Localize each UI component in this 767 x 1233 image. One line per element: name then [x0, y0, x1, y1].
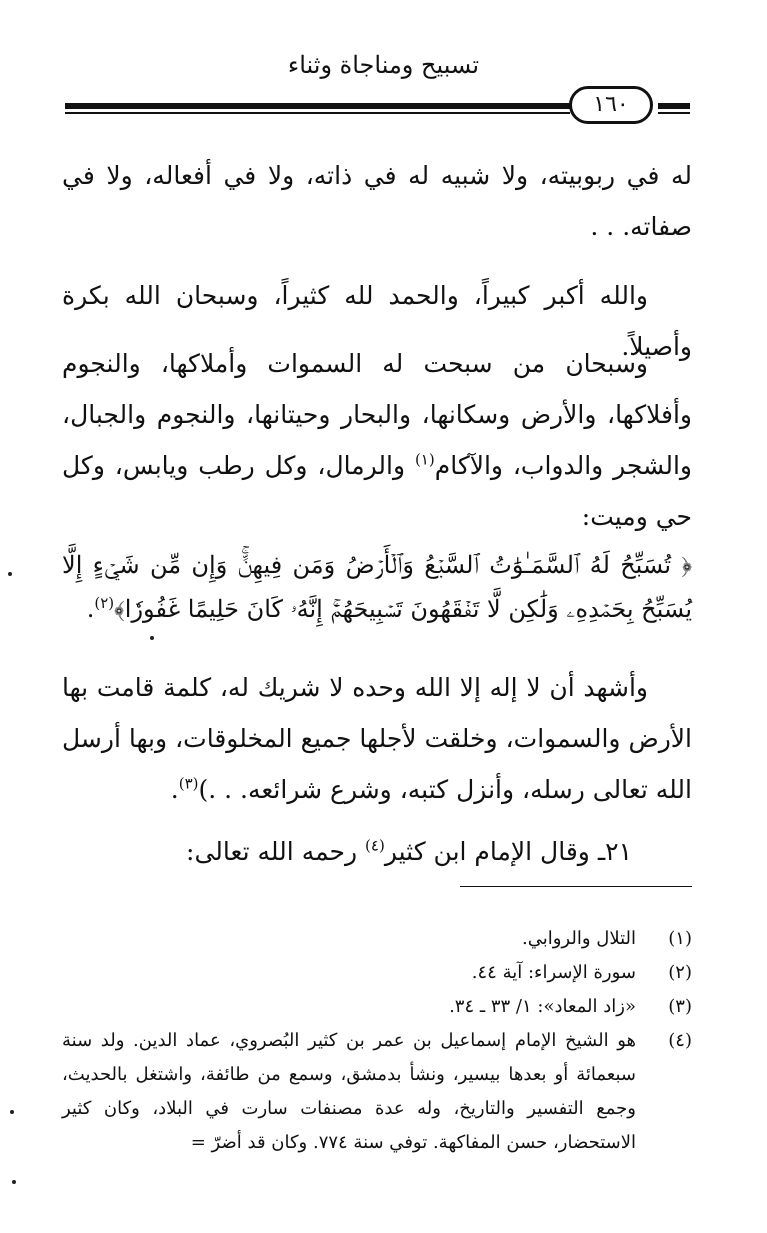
footnote-item [62, 922, 692, 956]
scan-speck [10, 1110, 14, 1114]
paragraph-5-text: ٢١ـ وقال الإمام ابن كثير [384, 837, 632, 866]
rule-bar-left [65, 103, 570, 109]
footnote-ref-2: (٢) [94, 594, 115, 612]
footnote-item [62, 990, 692, 1024]
paragraph-4 [62, 662, 692, 815]
rule-bar-right [658, 103, 690, 109]
paragraph-3 [62, 338, 692, 542]
header-rule [65, 86, 690, 126]
verse-text: تُسَبِّحُ لَهُ ٱلسَّمَـٰوَٰتُ ٱلسَّبۡعُ وَٱلۡأَرۡضُ وَمَن فِيهِنَّۚ وَإِن مِّن شَيۡءٍ إِلَّا يُسَبِّحُ بِحَمۡدِهِۦ وَلَٰكِن لَّا تَفۡقَهُونَ تَسۡبِيحَهُمۡۚ إِنَّهُۥ كَانَ حَلِيمًا غَفُورٗا [62, 551, 692, 623]
footnote-text: «زاد المعاد»: ١/ ٣٣ ـ ٣٤. [449, 996, 636, 1017]
page-number: ١٦٠ [569, 86, 653, 124]
quran-verse [62, 543, 692, 631]
footnote-item [62, 1024, 692, 1160]
footnote-text: سورة الإسراء: آية ٤٤. [471, 962, 636, 983]
rule-thin-left [65, 112, 570, 114]
paragraph-3-text-cont: والرمال، وكل رطب ويابس، وكل حي وميت: [62, 451, 692, 531]
footnote-number: (٤) [668, 1030, 692, 1051]
footnotes [62, 922, 692, 1160]
scan-speck [150, 636, 154, 640]
footnote-ref-1: (١) [414, 450, 435, 469]
verse-end-mark: . [86, 595, 95, 623]
footnote-text: التلال والروابي. [522, 928, 636, 949]
ornate-brace-open: ﴿ [681, 551, 692, 579]
footnote-number: (٣) [668, 996, 692, 1017]
rule-thin-right [658, 112, 690, 114]
paragraph-3-text: وسبحان من سبحت له السموات وأملاكها، والنجوم وأفلاكها، والأرض وسكانها، والبحار وحيتانها، والنجوم والجبال، والشجر والدواب، والآكام [62, 349, 692, 480]
running-title: تسبيح ومناجاة وثناء [287, 51, 480, 79]
paragraph-5 [62, 826, 692, 877]
footnote-ref-4: (٤) [365, 836, 385, 855]
scan-speck [12, 1180, 16, 1184]
ornate-brace-close: ﴾ [114, 595, 125, 623]
scan-speck [8, 572, 12, 576]
footnote-ref-3: (٣) [178, 774, 199, 793]
footnote-item [62, 956, 692, 990]
footnote-number: (١) [668, 928, 692, 949]
footnote-text: هو الشيخ الإمام إسماعيل بن عمر بن كثير البُصروي، عماد الدين. ولد سنة سبعمائة أو بعدها بيسير، ونشأ بدمشق، وسمع من طائفة، واشتغل بالحديث، وجمع التفسير والتاريخ، وله عدة مصنفات سارت في البلاد، وكان كثير الاستحضار، حسن المفاكهة. توفي سنة ٧٧٤. وكان قد أضرّ = [62, 1030, 636, 1153]
paragraph-5-text-cont: رحمه الله تعالى: [186, 837, 366, 866]
paragraph-1: له في ربوبيته، ولا شبيه له في ذاته، ولا في أفعاله، ولا في صفاته. . . [62, 161, 692, 241]
footnote-separator [460, 886, 692, 887]
paragraph-2: والله أكبر كبيراً، والحمد لله كثيراً، وسبحان الله بكرة وأصيلاً. [62, 281, 692, 361]
paragraph-4-text: وأشهد أن لا إله إلا الله وحده لا شريك له، كلمة قامت بها الأرض والسموات، وخلقت لأجلها جميع المخلوقات، وبها أرسل الله تعالى رسله، وأنزل كتبه، وشرع شرائعه. . .) [62, 673, 692, 804]
paragraph-4-end: . [170, 775, 179, 804]
footnote-number: (٢) [668, 962, 692, 983]
